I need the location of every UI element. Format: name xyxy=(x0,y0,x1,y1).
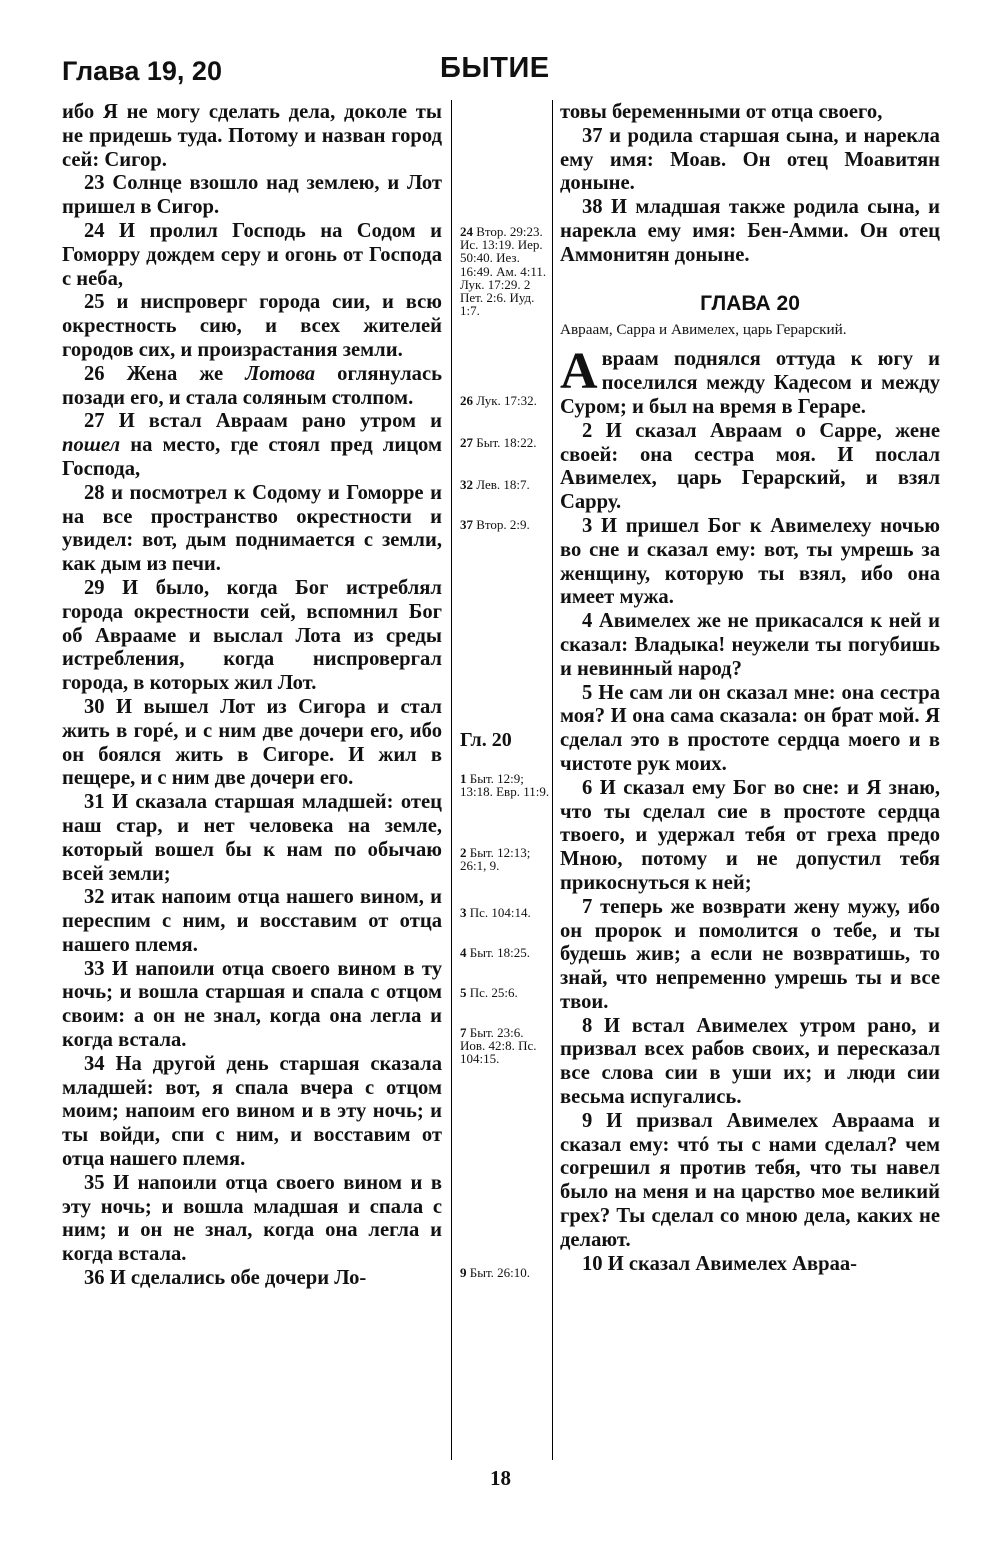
verse-number: 34 xyxy=(84,1052,105,1075)
verse-number: 38 xyxy=(582,196,603,219)
crossref-19-32: 32 Лев. 18:7. xyxy=(460,477,530,492)
crossref-19-27: 27 Быт. 18:22. xyxy=(460,435,537,450)
verse-number: 30 xyxy=(84,695,105,718)
verse-number: 33 xyxy=(84,957,105,980)
verse-25: 25 и ниспроверг города сии, и всю окрестность сию, и всех жителей городов сих, и произрастания земли. xyxy=(62,291,442,361)
crossref-20-3: 3 Пс. 104:14. xyxy=(460,905,531,920)
page-number: 18 xyxy=(490,1466,511,1490)
running-header-chapters: Глава 19, 20 xyxy=(62,56,222,86)
crossref-20-2: 2 Быт. 12:13; 26:1, 9. xyxy=(460,845,531,874)
verse-20-3: 3 И пришел Бог к Авимелеху ночью во сне и сказал ему: вот, ты умрешь за женщину, которую ты взял, ибо она имеет мужа. xyxy=(560,514,940,609)
chapter-20-summary: Авраам, Сарра и Авимелех, царь Герарский. xyxy=(560,321,847,339)
verse-38: 38 И младшая также родила сына, и нарекла ему имя: Бен-Амми. Он отец Аммонитян доныне. xyxy=(560,196,940,266)
column-divider-left xyxy=(451,100,452,1460)
verse-20-4: 4 Авимелех же не прикасался к ней и сказал: Владыка! неужели ты погубишь и невинный народ? xyxy=(560,610,940,680)
text-column-left xyxy=(62,101,442,1291)
crossref-20-1: 1 Быт. 12:9; 13:18. Евр. 11:9. xyxy=(460,771,550,800)
verse-number: 29 xyxy=(84,576,105,599)
verse-20-6: 6 И сказал ему Бог во сне: и Я знаю, что ты сделал сие в простоте сердца твоего, и удержал тебя от греха предо Мною, потому и не допустил тебя прикоснуться к ней; xyxy=(560,776,940,894)
verse-20-10: 10 И сказал Авимелех Авраа- xyxy=(582,1252,858,1275)
verse-27: 27 И встал Авраам рано утром и пошел на место, где стоял пред лицом Господа, xyxy=(62,410,442,480)
crossref-20-9: 9 Быт. 26:10. xyxy=(460,1265,531,1280)
crossref-20-7: 7 Быт. 23:6. Иов. 42:8. Пс. 104:15. xyxy=(460,1025,537,1067)
chapter-20-title: ГЛАВА 20 xyxy=(700,291,800,315)
verse-26: 26 Жена же Лотова оглянулась позади его, и стала соляным столпом. xyxy=(62,362,442,409)
verse-36: 36 И сделались обе дочери Ло- xyxy=(84,1267,367,1290)
crossref-19-24: 24 Втор. 29:23. Ис. 13:19. Иер. 50:40. Иез. 16:49. Ам. 4:11. Лук. 17:29. 2 Пет. 2:6. Иуд. 1:7. xyxy=(460,224,547,319)
verse-number: 32 xyxy=(84,886,105,909)
verse-33: 33 И напоили отца своего вином в ту ночь; и вошла старшая и спала с отцом своим: а он не знал, когда она легла и когда встала. xyxy=(62,957,442,1052)
verse-number: 24 xyxy=(84,219,105,242)
verse-30: 30 И вышел Лот из Сигора и стал жить в горé, и с ним две дочери его, ибо он боялся жить в Сигоре. И жил в пещере, и с ним две дочери его. xyxy=(62,695,442,790)
verse-number: 6 xyxy=(582,776,593,799)
verse-number: 31 xyxy=(84,791,105,814)
verse-number: 28 xyxy=(84,481,105,504)
crossref-20-4: 4 Быт. 18:25. xyxy=(460,945,531,960)
verse-number: 4 xyxy=(582,610,593,633)
running-header-book-title: БЫТИЕ xyxy=(440,52,550,84)
verse-36-continued: товы беременными от отца своего, xyxy=(560,101,883,123)
verse-31: 31 И сказала старшая младшей: отец наш стар, и нет человека на земле, который вошел бы к нам по обычаю всей земли; xyxy=(62,791,442,885)
verse-20-7: 7 теперь же возврати жену мужу, ибо он пророк и помолится о тебе, и ты будешь жив; а если не возвратишь, то знай, что непременно умрешь ты и все твои. xyxy=(560,895,941,1013)
verse-32: 32 итак напоим отца нашего вином, и переспим с ним, и восставим от отца нашего племя. xyxy=(62,886,442,956)
verse-number: 37 xyxy=(582,124,603,147)
verse-22-continued: ибо Я не могу сделать дела, доколе ты не придешь туда. Потому и назван город сей: Сигор. xyxy=(62,101,442,171)
verse-number: 3 xyxy=(582,514,593,537)
verse-number: 35 xyxy=(84,1171,105,1194)
verse-number: 26 xyxy=(84,362,105,385)
verse-20-1: Авраам поднялся оттуда к югу и поселился между Кадесом и между Суром; и был на время в Гераре. xyxy=(560,343,940,418)
verse-number: 7 xyxy=(582,895,593,918)
verse-number: 9 xyxy=(582,1109,593,1132)
verse-number: 36 xyxy=(84,1267,105,1290)
verse-28: 28 и посмотрел к Содому и Гоморре и на все пространство окрестности и увидел: вот, дым поднимается с земли, как дым из печи. xyxy=(62,481,442,576)
verse-20-8: 8 И встал Авимелех утром рано, и призвал всех рабов своих, и пересказал все слова сии в уши их; и люди сии весьма испугались. xyxy=(560,1014,940,1109)
crossref-20-5: 5 Пс. 25:6. xyxy=(460,985,518,1000)
verse-37: 37 и родила старшая сына, и нарекла ему имя: Моав. Он отец Моавитян доныне. xyxy=(560,124,940,195)
verse-34: 34 На другой день старшая сказала младшей: вот, я спала вчера с отцом моим; напоим его вином и в эту ночь; и ты войди, спи с ним, и восставим от отца нашего племя. xyxy=(62,1052,442,1171)
verse-20-9: 9 И призвал Авимелех Авраама и сказал ему: чтó ты с нами сделал? чем согрешил я против тебя, что ты навел было на меня и на царство мое великий грех? Ты сделал со мною дела, каких не делают. xyxy=(560,1109,940,1251)
verse-24: 24 И пролил Господь на Содом и Гоморру дождем серу и огонь от Господа с неба, xyxy=(62,219,442,290)
verse-20-5: 5 Не сам ли он сказал мне: она сестра моя? И она сама сказала: он брат мой. Я сделал это в простоте сердца моего и в чистоте рук моих. xyxy=(560,681,941,775)
verse-23: 23 Солнце взошло над землею, и Лот пришел в Сигор. xyxy=(62,172,442,219)
verse-number: 10 xyxy=(582,1252,603,1275)
verse-29: 29 И было, когда Бог истреблял города окрестности сей, вспомнил Бог об Аврааме и выслал Лота из среды истребления, когда ниспровергал города, в которых жил Лот. xyxy=(62,576,442,695)
drop-cap: А xyxy=(560,343,598,401)
crossref-chapter-heading: Гл. 20 xyxy=(460,729,512,751)
crossref-19-26: 26 Лук. 17:32. xyxy=(460,393,537,408)
verse-number: 2 xyxy=(582,419,593,442)
text-column-right xyxy=(560,101,940,1276)
verse-20-2: 2 И сказал Авраам о Сарре, жене своей: она сестра моя. И послал Авимелех, царь Герарский, и взял Сарру. xyxy=(560,419,940,514)
column-divider-right xyxy=(552,100,553,1460)
crossref-19-37: 37 Втор. 2:9. xyxy=(460,517,530,532)
verse-number: 8 xyxy=(582,1014,593,1037)
verse-number: 23 xyxy=(84,172,105,195)
verse-number: 27 xyxy=(84,410,105,433)
verse-35: 35 И напоили отца своего вином и в эту ночь; и вошла младшая и спала с ним; и он не знал, когда она легла и когда встала. xyxy=(62,1171,442,1266)
verse-number: 5 xyxy=(582,681,593,704)
verse-number: 25 xyxy=(84,291,105,314)
